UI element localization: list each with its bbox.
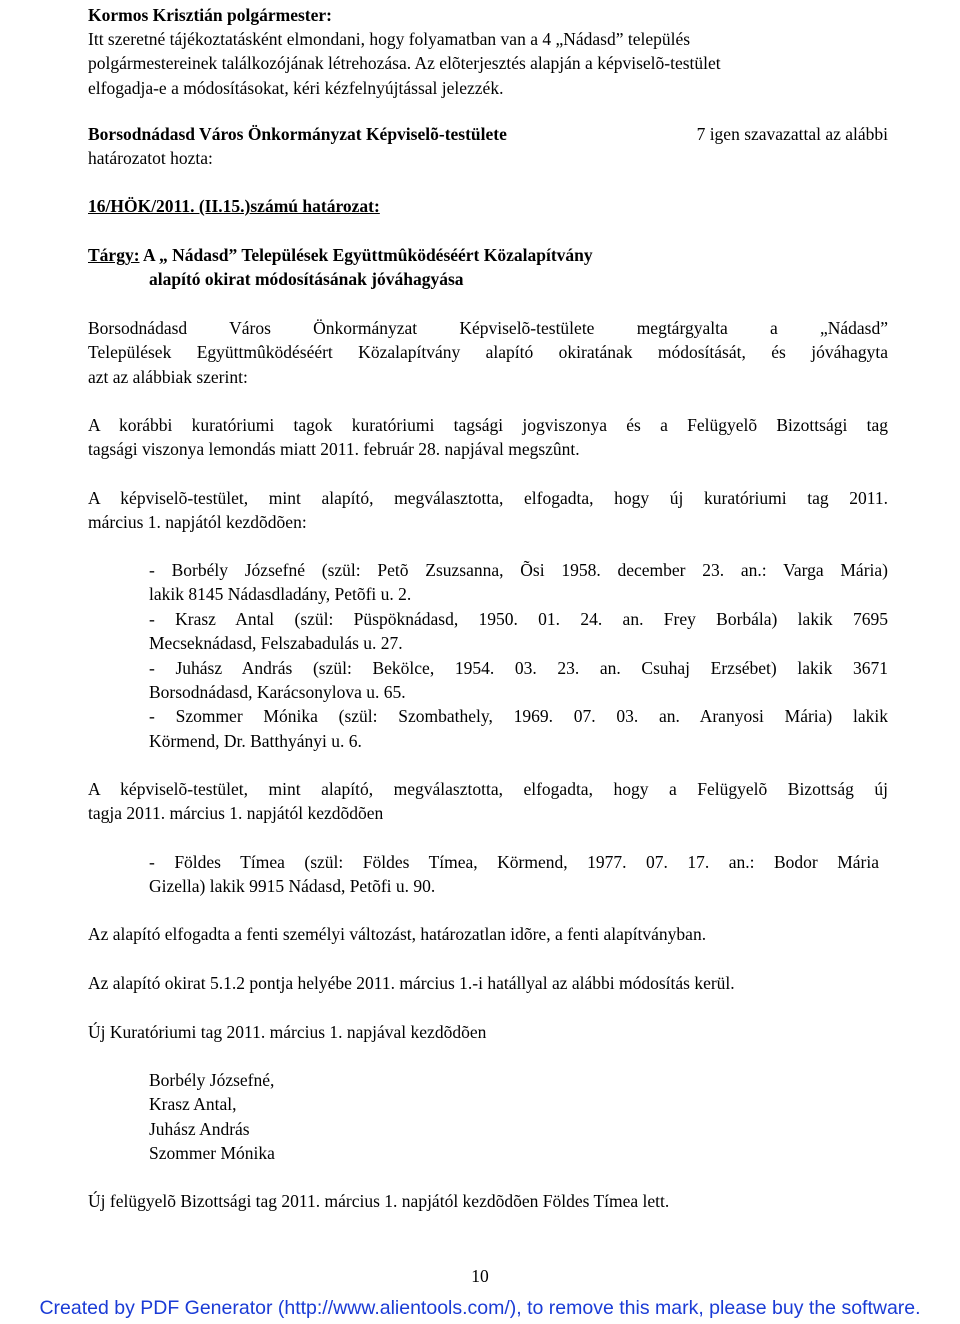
paragraph-2 [88, 413, 888, 462]
subject-block [88, 243, 888, 292]
list-item: - Földes Tímea (szül: Földes Tímea, Körmend, 1977. 07. 17. an.: Bodor Mária [149, 852, 879, 872]
text-line: polgármestereinek találkozójának létrehozása. Az elõterjesztés alapján a képviselõ-testület [88, 53, 721, 74]
subject-line: alapító okirat módosításának jóváhagyása [149, 269, 464, 290]
paragraph-8: Új felügyelõ Bizottsági tag 2011. március 1. napjától kezdõdõen Földes Tímea lett. [88, 1191, 670, 1211]
page-number: 10 [471, 1266, 489, 1286]
subject-line: A „ Nádasd” Települések Együttmûködéséért Közalapítvány [142, 245, 593, 265]
text-line: határozatot hozta: [88, 148, 213, 169]
resolution-id: 16/HÖK/2011. (II.15.)számú határozat: [88, 196, 380, 216]
text-line: A képviselõ-testület, mint alapító, megválasztotta, elfogadta, hogy új kuratóriumi tag 2011. [88, 488, 888, 508]
text-line: Települések Együttmûködéséért Közalapítvány alapító okiratának módosítását, és jóváhagyta [88, 342, 888, 363]
text-line: március 1. napjától kezdõdõen: [88, 512, 307, 533]
vote-count: 7 igen szavazattal az alábbi [696, 124, 888, 144]
text-line: tagsági viszonya lemondás miatt 2011. február 28. napjával megszûnt. [88, 439, 580, 460]
list-item: Borsodnádasd, Karácsonylova u. 65. [149, 682, 406, 703]
paragraph-5: Az alapító elfogadta a fenti személyi változást, határozatlan idõre, a fenti alapítványban. [88, 924, 707, 944]
list-item: Krasz Antal, [149, 1094, 237, 1115]
intro-paragraph [88, 27, 888, 100]
text-line: Borsodnádasd Város Önkormányzat Képviselõ-testülete megtárgyalta a „Nádasd” [88, 318, 888, 338]
new-member-list [149, 1068, 275, 1166]
list-item: - Juhász András (szül: Bekölce, 1954. 03. 23. an. Csuhaj Erzsébet) lakik 3671 [149, 657, 888, 678]
text-line: elfogadja-e a módosításokat, kéri kézfelnyújtással jelezzék. [88, 77, 504, 98]
text-line: A korábbi kuratóriumi tagok kuratóriumi tagsági jogviszonya és a Felügyelõ Bizottsági tag [88, 415, 888, 435]
list-item: - Szommer Mónika (szül: Szombathely, 1969. 07. 03. an. Aranyosi Mária) lakik [149, 706, 888, 727]
vote-paragraph [88, 122, 888, 171]
paragraph-7: Új Kuratóriumi tag 2011. március 1. napjával kezdõdõen [88, 1022, 487, 1042]
paragraph-6: Az alapító okirat 5.1.2 pontja helyébe 2011. március 1.-i hatállyal az alábbi módosítás kerül. [88, 973, 735, 993]
subject-label: Tárgy: [88, 245, 140, 265]
list-item: Juhász András [149, 1118, 250, 1139]
generator-watermark: Created by PDF Generator (http://www.alientools.com/), to remove this mark, please buy the software. [39, 1297, 921, 1319]
speaker-heading: Kormos Krisztián polgármester: [88, 5, 332, 25]
list-item: - Borbély Józsefné (szül: Petõ Zsuzsanna, Õsi 1958. december 23. an.: Varga Mária) [149, 560, 888, 580]
list-item: lakik 8145 Nádasdladány, Petõfi u. 2. [149, 584, 412, 605]
list-item: Gizella) lakik 9915 Nádasd, Petõfi u. 90. [149, 876, 436, 897]
supervisor-list [149, 850, 879, 899]
text-line: Itt szeretné tájékoztatásként elmondani, hogy folyamatban van a 4 „Nádasd” település [88, 29, 691, 49]
paragraph-1 [88, 316, 888, 389]
list-item: Mecseknádasd, Felszabadulás u. 27. [149, 633, 403, 654]
text-line: A képviselõ-testület, mint alapító, megválasztotta, elfogadta, hogy a Felügyelõ Bizottság új [88, 779, 888, 799]
paragraph-4 [88, 777, 888, 826]
list-item: - Krasz Antal (szül: Püspöknádasd, 1950. 01. 24. an. Frey Borbála) lakik 7695 [149, 608, 888, 629]
vote-line [88, 122, 888, 146]
list-item: Borbély Józsefné, [149, 1070, 275, 1090]
list-item: Körmend, Dr. Batthyányi u. 6. [149, 730, 362, 751]
member-list [149, 558, 888, 753]
paragraph-3 [88, 486, 888, 535]
text-line: tagja 2011. március 1. napjától kezdõdõen [88, 803, 384, 824]
text-line: azt az alábbiak szerint: [88, 366, 248, 387]
council-name: Borsodnádasd Város Önkormányzat Képviselõ-testülete [88, 124, 507, 144]
list-item: Szommer Mónika [149, 1143, 275, 1164]
